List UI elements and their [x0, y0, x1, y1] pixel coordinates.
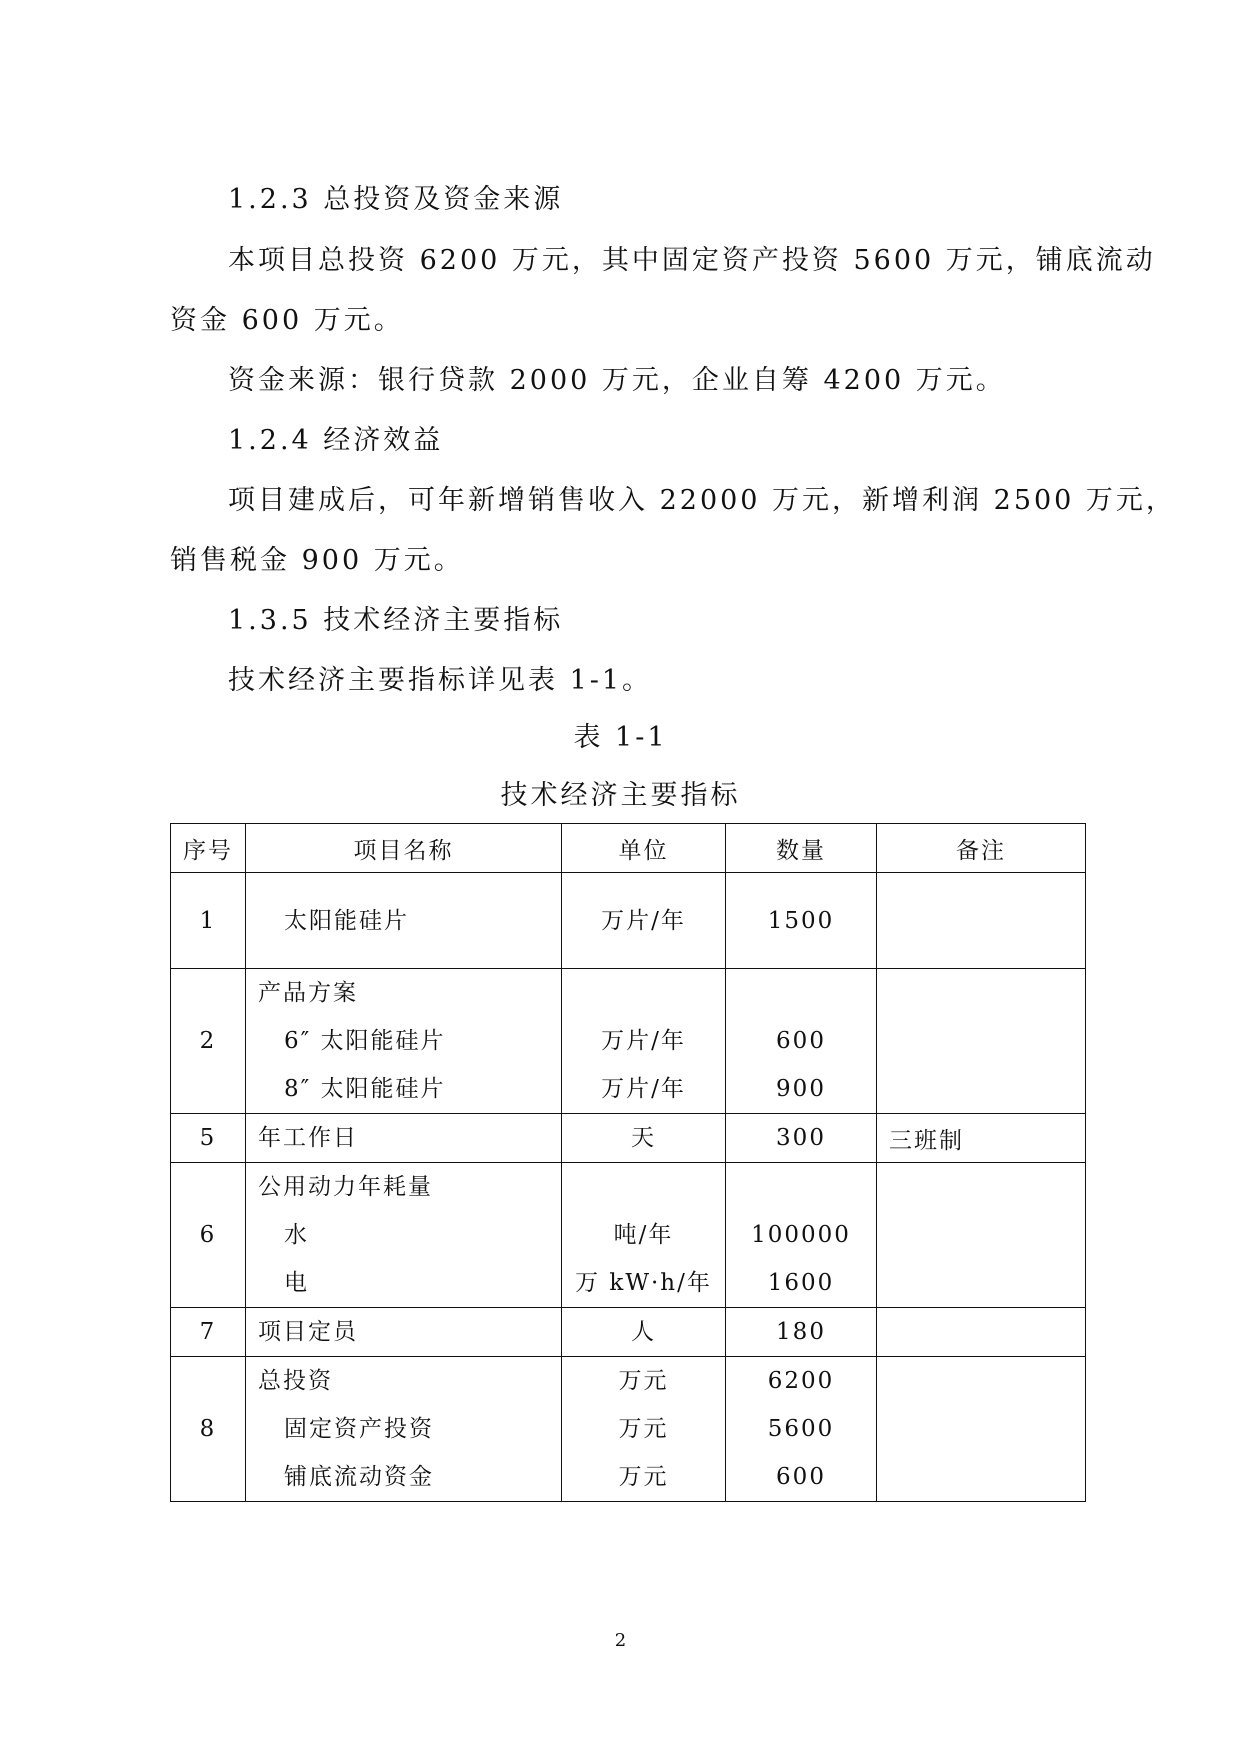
cell-line: 总投资 — [258, 1368, 333, 1394]
cell-line: 300 — [776, 1125, 826, 1151]
cell-unit — [562, 1114, 726, 1163]
cell-line: 太阳能硅片 — [284, 907, 409, 934]
heading-1-2-4: 1.2.4 经济效益 — [228, 425, 444, 456]
cell-serial: 2 — [171, 969, 246, 1114]
cell-line — [726, 969, 876, 1017]
table-title: 技术经济主要指标 — [500, 780, 741, 811]
funding-source-paragraph: 资金来源：银行贷款 2000 万元，企业自筹 4200 万元。 — [228, 365, 1006, 396]
table-row — [171, 1163, 1086, 1308]
cell-quantity — [726, 1114, 877, 1163]
cell-line: 万片/年 — [601, 1028, 686, 1054]
table-header-row — [171, 824, 1086, 873]
benefit-paragraph-line-2: 销售税金 900 万元。 — [170, 545, 464, 576]
cell-line: 水 — [284, 1222, 309, 1248]
cell-remarks — [877, 969, 1086, 1114]
cell-unit — [562, 1357, 726, 1502]
table-reference-paragraph: 技术经济主要指标详见表 1-1。 — [228, 665, 653, 696]
cell-line: 天 — [631, 1125, 656, 1151]
cell-line: 万 kW·h/年 — [575, 1270, 712, 1296]
cell-quantity — [726, 969, 877, 1114]
heading-1-3-5: 1.3.5 技术经济主要指标 — [228, 605, 564, 636]
cell-line: 万元 — [618, 1464, 669, 1490]
cell-unit — [562, 1163, 726, 1308]
cell-line: 年工作日 — [258, 1125, 358, 1151]
table-row — [171, 1114, 1086, 1163]
table-label: 表 1-1 — [573, 722, 668, 753]
cell-remarks — [877, 1308, 1086, 1357]
header-quantity: 数量 — [726, 824, 877, 873]
cell-item-name — [246, 1357, 562, 1502]
cell-remarks — [877, 1357, 1086, 1502]
cell-line: 铺底流动资金 — [284, 1464, 434, 1490]
cell-line — [726, 1163, 876, 1211]
page-number: 2 — [614, 1630, 627, 1651]
cell-serial: 6 — [171, 1163, 246, 1308]
cell-line: 电 — [284, 1270, 309, 1296]
cell-line: 600 — [776, 1464, 826, 1490]
cell-line: 万片/年 — [601, 1076, 686, 1102]
cell-line: 180 — [776, 1319, 826, 1345]
cell-item-name — [246, 1114, 562, 1163]
cell-line: 项目定员 — [258, 1319, 358, 1345]
header-item-name: 项目名称 — [246, 824, 562, 873]
cell-quantity — [726, 873, 877, 969]
cell-item-name — [246, 873, 562, 969]
cell-line — [562, 969, 725, 1017]
heading-1-2-3: 1.2.3 总投资及资金来源 — [228, 184, 564, 215]
table-row — [171, 873, 1086, 969]
cell-remarks — [877, 1163, 1086, 1308]
header-remarks: 备注 — [877, 824, 1086, 873]
cell-line: 万片/年 — [601, 907, 686, 934]
table-row — [171, 969, 1086, 1114]
cell-item-name — [246, 1163, 562, 1308]
cell-serial: 7 — [171, 1308, 246, 1357]
cell-quantity — [726, 1308, 877, 1357]
cell-line: 5600 — [767, 1416, 835, 1442]
indicators-table — [170, 823, 1086, 1502]
table-row — [171, 1357, 1086, 1502]
cell-unit — [562, 969, 726, 1114]
cell-line: 万元 — [618, 1416, 669, 1442]
cell-line: 1600 — [767, 1270, 835, 1296]
cell-item-name — [246, 969, 562, 1114]
cell-remarks: 三班制 — [877, 1114, 1086, 1163]
cell-quantity — [726, 1357, 877, 1502]
cell-item-name — [246, 1308, 562, 1357]
cell-line: 900 — [776, 1076, 826, 1102]
cell-unit — [562, 873, 726, 969]
cell-line: 公用动力年耗量 — [258, 1174, 433, 1200]
table-row — [171, 1308, 1086, 1357]
cell-remarks — [877, 873, 1086, 969]
cell-line: 600 — [776, 1028, 826, 1054]
cell-quantity — [726, 1163, 877, 1308]
cell-line: 1500 — [767, 907, 835, 934]
cell-serial: 5 — [171, 1114, 246, 1163]
cell-line: 万元 — [618, 1368, 669, 1394]
cell-line: 100000 — [751, 1222, 851, 1248]
cell-serial: 8 — [171, 1357, 246, 1502]
cell-line: 吨/年 — [613, 1222, 674, 1248]
cell-line: 固定资产投资 — [284, 1416, 434, 1442]
cell-line: 产品方案 — [258, 980, 358, 1006]
cell-serial: 1 — [171, 873, 246, 969]
cell-line: 6″ 太阳能硅片 — [284, 1028, 446, 1054]
cell-line: 6200 — [767, 1368, 835, 1394]
cell-line: 人 — [631, 1319, 656, 1345]
cell-unit — [562, 1308, 726, 1357]
benefit-paragraph-line-1: 项目建成后，可年新增销售收入 22000 万元，新增利润 2500 万元， — [228, 485, 1176, 516]
cell-line — [562, 1163, 725, 1211]
investment-paragraph-line-1: 本项目总投资 6200 万元，其中固定资产投资 5600 万元，铺底流动 — [228, 245, 1156, 276]
header-unit: 单位 — [562, 824, 726, 873]
cell-line: 8″ 太阳能硅片 — [284, 1076, 446, 1102]
header-serial: 序号 — [171, 824, 246, 873]
investment-paragraph-line-2: 资金 600 万元。 — [170, 305, 404, 336]
